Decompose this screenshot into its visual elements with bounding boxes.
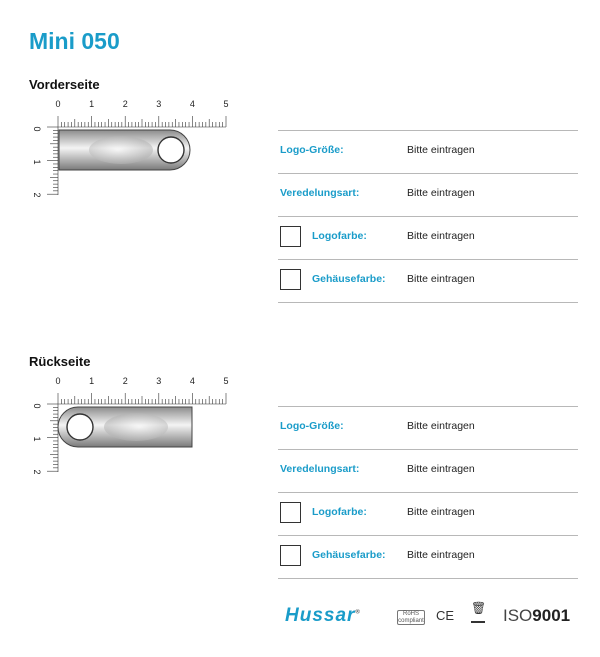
form-row <box>278 492 578 535</box>
back-ruler-top-label: 3 <box>156 376 162 386</box>
logo-color-checkbox[interactable] <box>280 226 301 247</box>
finishing-type-value[interactable]: Bitte eintragen <box>407 187 475 199</box>
logo-size-label: Logo-Größe: <box>280 144 344 156</box>
section-heading-front: Vorderseite <box>29 77 100 92</box>
finishing-type-label: Veredelungsart: <box>280 463 360 475</box>
ce-mark: CE <box>436 608 455 623</box>
back-ruler-top-label: 4 <box>189 376 195 386</box>
back-ruler-side-label: 2 <box>32 469 42 475</box>
front-ruler-side-label: 0 <box>32 126 42 132</box>
logo-size-label: Logo-Größe: <box>280 420 344 432</box>
front-stick-hole <box>158 137 184 163</box>
logo-color-checkbox[interactable] <box>280 502 301 523</box>
hussar-logo: Hussar® <box>285 605 361 626</box>
front-ruler-top-label: 2 <box>122 99 128 109</box>
back-stick-hole <box>67 414 93 440</box>
front-ruler-top-label: 4 <box>189 99 195 109</box>
form-row <box>278 259 578 303</box>
back-ruler-side-label: 1 <box>32 436 42 442</box>
housing-color-value[interactable]: Bitte eintragen <box>407 273 475 285</box>
footer-logos <box>285 598 575 634</box>
back-ruler-side-label: 0 <box>32 403 42 409</box>
front-ruler-side-label: 2 <box>32 192 42 198</box>
logo-size-value[interactable]: Bitte eintragen <box>407 420 475 432</box>
back-form <box>278 406 578 579</box>
housing-color-checkbox[interactable] <box>280 269 301 290</box>
form-row <box>278 535 578 579</box>
logo-color-label: Logofarbe: <box>312 230 367 242</box>
form-row <box>278 406 578 449</box>
front-ruler-top-label: 3 <box>156 99 162 109</box>
housing-color-label: Gehäusefarbe: <box>312 549 386 561</box>
front-diagram <box>26 95 236 205</box>
back-ruler-top-label: 2 <box>122 376 128 386</box>
form-row <box>278 130 578 173</box>
front-ruler-top-label: 5 <box>223 99 229 109</box>
front-ruler-top-label: 0 <box>55 99 61 109</box>
logo-color-value[interactable]: Bitte eintragen <box>407 506 475 518</box>
back-ruler-top-label: 1 <box>89 376 95 386</box>
finishing-type-label: Veredelungsart: <box>280 187 360 199</box>
form-row <box>278 449 578 492</box>
back-ruler-top-label: 0 <box>55 376 61 386</box>
front-ruler-side-label: 1 <box>32 159 42 165</box>
logo-size-value[interactable]: Bitte eintragen <box>407 144 475 156</box>
logo-color-value[interactable]: Bitte eintragen <box>407 230 475 242</box>
section-heading-back: Rückseite <box>29 354 91 369</box>
housing-color-value[interactable]: Bitte eintragen <box>407 549 475 561</box>
rohs-badge: RoHS compliant <box>398 611 424 624</box>
form-row <box>278 173 578 216</box>
logo-color-label: Logofarbe: <box>312 506 367 518</box>
back-ruler-top-label: 5 <box>223 376 229 386</box>
form-row <box>278 216 578 259</box>
housing-color-label: Gehäusefarbe: <box>312 273 386 285</box>
front-ruler-top-label: 1 <box>89 99 95 109</box>
iso-logo: ISO9001 <box>503 606 571 625</box>
finishing-type-value[interactable]: Bitte eintragen <box>407 463 475 475</box>
front-form <box>278 130 578 303</box>
weee-bar <box>471 621 485 623</box>
housing-color-checkbox[interactable] <box>280 545 301 566</box>
back-diagram <box>26 372 236 482</box>
weee-bin-icon: 🗑 <box>471 601 487 615</box>
page-title: Mini 050 <box>29 28 120 54</box>
